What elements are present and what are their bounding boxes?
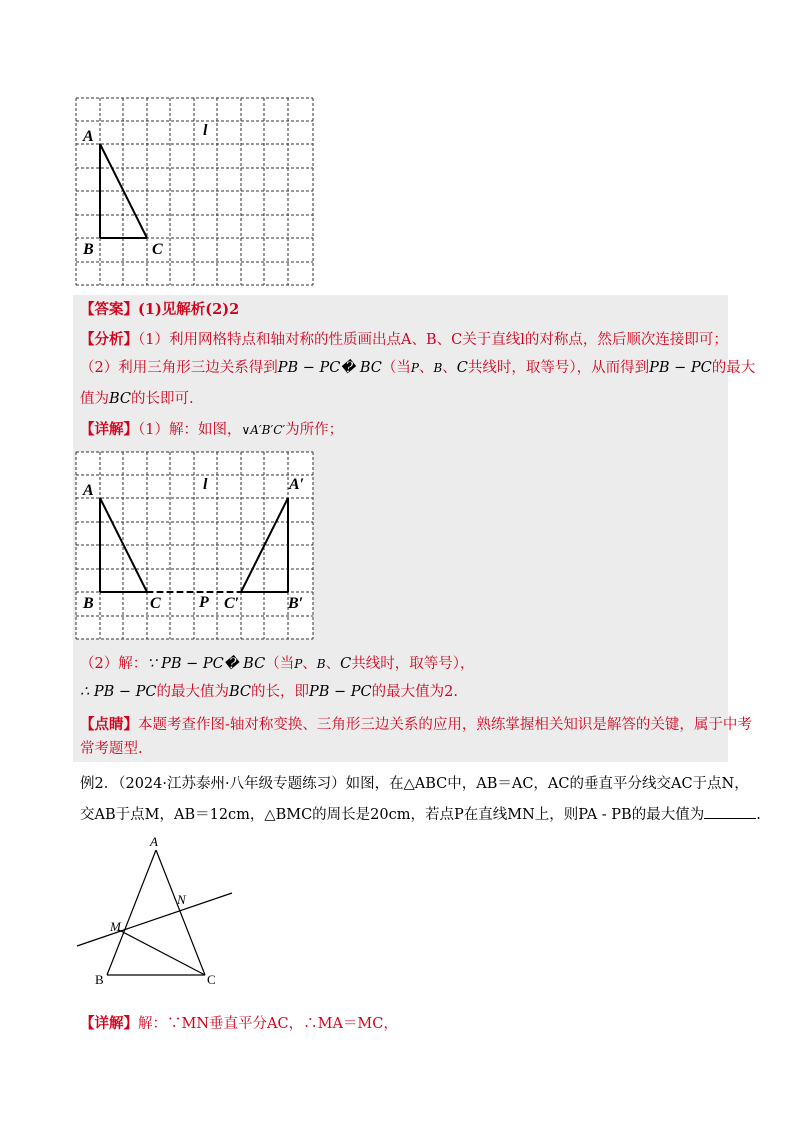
fig2-label-A-prime: A′ (289, 476, 305, 493)
fig1-label-A: A (83, 128, 94, 145)
analysis-text-1: （1）利用网格特点和轴对称的性质画出点A、B、C关于直线l的对称点，然后顺次连接即可； (138, 332, 728, 348)
detail2-text: 解：∵MN垂直平分AC，∴MA＝MC， (138, 1016, 398, 1032)
point-text-1: 本题考查作图-轴对称变换、三角形三边关系的应用，熟练掌握相关知识是解答的关键，属于中考 (138, 717, 752, 733)
part2-math-P: P (294, 657, 303, 671)
detail-text-1a: （1）解：如图， (138, 422, 242, 438)
point-line-1 (80, 715, 752, 735)
fig2-label-C: C (150, 595, 161, 612)
analysis-math-P: P (410, 361, 419, 375)
part2-sep-2: 、 (325, 656, 341, 672)
answer-text: (1)见解析(2)2 (138, 301, 240, 318)
analysis-text-2d: 的最大 (711, 360, 756, 376)
answer-blank[interactable] (704, 804, 756, 819)
analysis-text-3b: 的长即可. (131, 391, 194, 407)
analysis-tag: 【分析】 (80, 331, 138, 348)
part2-math-2c: PB − PC (309, 684, 372, 700)
analysis-sep-1: 、 (418, 360, 434, 376)
answer-tag: 【答案】 (80, 301, 138, 318)
analysis-line-2 (80, 358, 755, 378)
fig3-label-A: A (150, 834, 158, 849)
analysis-math-C: C (456, 360, 468, 376)
figure-3-triangle (70, 832, 240, 992)
analysis-math-1: PB − PC� BC (277, 360, 382, 376)
part2-line-1 (80, 654, 474, 674)
part2-math-B: B (316, 657, 326, 671)
analysis-text-2b: （当 (381, 360, 411, 376)
point-tag: 【点睛】 (80, 716, 138, 733)
analysis-math-2: PB − PC (649, 360, 712, 376)
detail-text-1b: 为所作； (285, 422, 344, 438)
fig2-label-A: A (83, 482, 94, 499)
point-text-2: 常考题型. (80, 741, 143, 757)
part2-text-2c: 的最大值为2. (371, 684, 458, 700)
example2-text-1: 例2．（2024·江苏泰州·八年级专题练习）如图，在△ABC中，AB＝AC，AC的垂直平分线交AC于点N， (80, 776, 749, 792)
part2-text-2a: 的最大值为 (156, 684, 229, 700)
part2-math-2b: BC (228, 684, 251, 700)
part2-math-2a: ∴ PB − PC (80, 684, 157, 700)
figure-2-grid (75, 451, 315, 641)
part2-math-1: ∵ PB − PC� BC (147, 656, 266, 672)
example2-text-2: 交AB于点M，AB＝12cm，△BMC的周长是20cm，若点P在直线MN上，则PA - PB的最大值为 (80, 807, 705, 823)
detail-math-1: ∨A′B′C′ (241, 423, 286, 437)
example2-line-2: 交AB于点M，AB＝12cm，△BMC的周长是20cm，若点P在直线MN上，则PA - PB的最大值为 . (80, 804, 761, 825)
part2-text-2b: 的长，即 (251, 684, 309, 700)
part2-text-1c: 共线时，取等号）， (351, 656, 475, 672)
part2-text-1a: （2）解： (80, 656, 148, 672)
fig3-label-M: M (110, 919, 121, 934)
detail2-tag: 【详解】 (80, 1015, 138, 1032)
fig2-label-B-prime: B′ (288, 595, 304, 612)
fig3-label-N: N (177, 892, 186, 907)
analysis-sep-2: 、 (442, 360, 457, 376)
analysis-math-3: BC (109, 391, 132, 407)
detail-line-1 (80, 420, 343, 440)
detail-tag: 【详解】 (80, 421, 138, 438)
analysis-text-3a: 值为 (80, 391, 109, 407)
part2-text-1b: （当 (265, 656, 295, 672)
analysis-line-1 (80, 330, 728, 350)
part2-math-C: C (340, 656, 352, 672)
point-line-2 (80, 739, 143, 759)
fig1-label-C: C (152, 241, 163, 258)
figure-1-grid (75, 97, 315, 287)
fig2-label-C-prime: C′ (224, 595, 240, 612)
fig3-label-C: C (207, 972, 216, 987)
fig2-label-B: B (83, 595, 94, 612)
fig3-label-B: B (95, 972, 104, 987)
analysis-text-2a: （2）利用三角形三边关系得到 (80, 360, 278, 376)
detail2-line (80, 1014, 398, 1034)
part2-line-2 (80, 682, 458, 702)
analysis-math-B: B (433, 361, 443, 375)
fig2-label-l: l (203, 476, 208, 493)
analysis-text-2c: 共线时，取等号），从而得到 (467, 360, 650, 376)
part2-sep-1: 、 (302, 656, 317, 672)
answer-line (80, 300, 239, 320)
fig1-label-l: l (203, 122, 208, 139)
analysis-line-3 (80, 389, 194, 409)
fig1-label-B: B (83, 241, 94, 258)
example2-line-1 (80, 774, 749, 794)
fig2-label-P: P (199, 594, 209, 611)
